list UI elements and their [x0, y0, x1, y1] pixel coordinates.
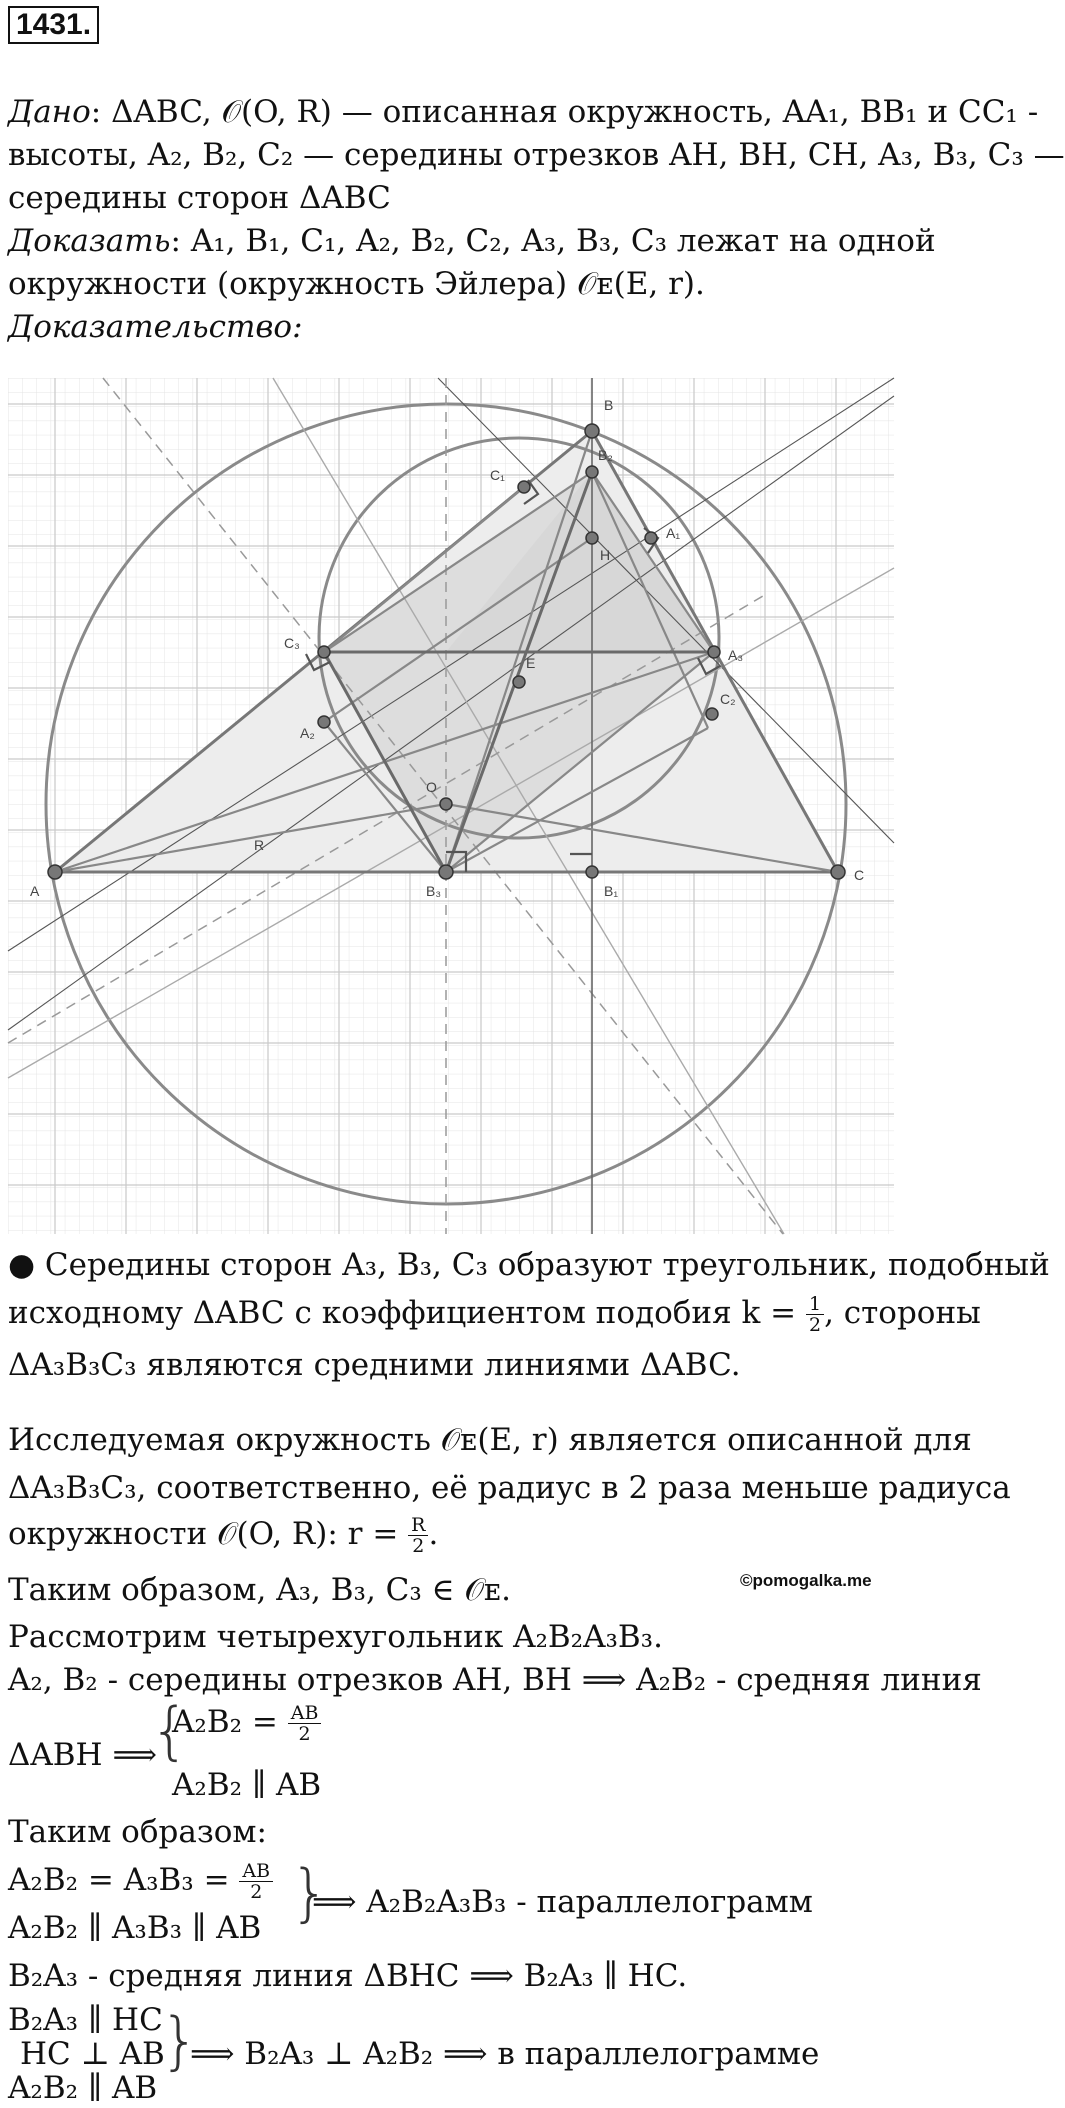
- fraction-ab-2-den: 2: [250, 1881, 263, 1903]
- para1-line-1: Исследуемая окружность 𝒪ᴇ(E, r) является описанной для: [8, 1422, 972, 1458]
- fraction-r-num: R: [408, 1515, 428, 1536]
- label-a3: A₃: [728, 647, 744, 663]
- fraction-r: [408, 1515, 428, 1556]
- bullet-line-3: ΔA₃B₃C₃ являются средними линиями ΔABC.: [8, 1347, 741, 1383]
- midline-line-1: A₂, B₂ - середины отрезков AH, BH ⟹ A₂B₂ - средняя линия: [8, 1662, 982, 1698]
- prove-line-1: [8, 221, 936, 261]
- para1-line-3: [8, 1514, 438, 1556]
- sys2-row-1: [8, 1860, 273, 1902]
- given-line-1: [8, 92, 1038, 132]
- sys1-row-1: [172, 1702, 321, 1744]
- point-c3: [318, 646, 330, 658]
- label-c1: C₁: [490, 467, 505, 483]
- point-c1: [518, 481, 530, 493]
- bullet-text-2b: , стороны: [824, 1295, 981, 1331]
- given-line-3: середины сторон ΔABC: [8, 180, 391, 216]
- label-o: O: [426, 779, 437, 795]
- given-label: Дано: [8, 94, 91, 130]
- para1-text-3b: .: [428, 1516, 439, 1552]
- fraction-ab-1-num: AB: [288, 1703, 322, 1724]
- label-r: R: [254, 837, 265, 853]
- sys2-brace: }: [290, 1856, 330, 1929]
- problem-number: 1431.: [8, 6, 99, 44]
- sys2-result: ⟹ A₂B₂A₃B₃ - параллелограмм: [312, 1884, 813, 1920]
- para1-text-3a: окружности 𝒪(O, R): r =: [8, 1516, 399, 1552]
- sys1-row-2: A₂B₂ ∥ AB: [172, 1767, 322, 1803]
- sys1-row1-text: A₂B₂ =: [172, 1704, 278, 1740]
- point-b2: [586, 466, 598, 478]
- sys3-row-3: A₂B₂ ∥ AB: [8, 2070, 158, 2106]
- point-b3: [439, 865, 453, 879]
- sys3-row-1: B₂A₃ ∥ HC: [8, 2002, 163, 2038]
- point-o: [440, 798, 452, 810]
- consider-line: Рассмотрим четырехугольник A₂B₂A₃B₃.: [8, 1619, 663, 1655]
- point-b1: [586, 866, 598, 878]
- point-a2: [318, 716, 330, 728]
- label-c: C: [854, 867, 865, 883]
- point-e: [513, 676, 525, 688]
- fraction-r-den: 2: [412, 1535, 425, 1557]
- para1-line-2: ΔA₃B₃C₃, соответственно, её радиус в 2 раза меньше радиуса: [8, 1470, 1011, 1506]
- label-b1: B₁: [604, 883, 619, 899]
- given-line-2: высоты, A₂, B₂, C₂ — середины отрезков AH, BH, CH, A₃, B₃, C₃ —: [8, 137, 1065, 173]
- sys2-row1-text: A₂B₂ = A₃B₃ =: [8, 1862, 230, 1898]
- label-b2: B₂: [598, 447, 613, 463]
- sys1-lead: ΔABH ⟹: [8, 1737, 157, 1773]
- fraction-ab-1: [288, 1703, 322, 1744]
- label-a: A: [30, 883, 40, 899]
- thus-line-2: Таким образом:: [8, 1814, 267, 1850]
- point-a3: [708, 646, 720, 658]
- point-a: [48, 865, 62, 879]
- point-a1: [645, 532, 657, 544]
- sys2-row-2: A₂B₂ ∥ A₃B₃ ∥ AB: [8, 1910, 262, 1946]
- bullet-text-2a: исходному ΔABC с коэффициентом подобия k =: [8, 1295, 797, 1331]
- prove-line-2: окружности (окружность Эйлера) 𝒪ᴇ(E, r).: [8, 266, 705, 302]
- midline-line-2: B₂A₃ - средняя линия ΔBHC ⟹ B₂A₃ ∥ HC.: [8, 1958, 688, 1994]
- proof-label: Доказательство:: [8, 309, 303, 345]
- label-a2: A₂: [300, 725, 315, 741]
- fraction-ab-1-den: 2: [298, 1723, 311, 1745]
- euler-circle-figure: [8, 378, 894, 1234]
- label-c3: C₃: [284, 635, 300, 651]
- label-a1: A₁: [666, 525, 681, 541]
- label-e: E: [526, 655, 536, 671]
- label-c2: C₂: [720, 691, 736, 707]
- point-b: [585, 424, 599, 438]
- fraction-ab-2: [239, 1861, 273, 1902]
- bullet-line-1: ● Середины сторон A₃, B₃, C₃ образуют треугольник, подобный: [8, 1247, 1050, 1283]
- fraction-k: [806, 1294, 824, 1335]
- prove-label: Доказать: [8, 223, 171, 259]
- sys3-row-2: HC ⊥ AB: [20, 2036, 165, 2072]
- fraction-ab-2-num: AB: [239, 1861, 273, 1882]
- point-h: [586, 532, 598, 544]
- sys3-result: ⟹ B₂A₃ ⊥ A₂B₂ ⟹ в параллелограмме: [190, 2036, 820, 2072]
- prove-text-1: : A₁, B₁, C₁, A₂, B₂, C₂, A₃, B₃, C₃ лежат на одной: [170, 223, 936, 259]
- point-c2: [706, 708, 718, 720]
- label-h: H: [600, 547, 611, 563]
- fraction-k-num: 1: [806, 1294, 824, 1315]
- fraction-k-den: 2: [808, 1314, 822, 1336]
- label-b3: B₃: [426, 883, 442, 899]
- bullet-line-2: [8, 1293, 981, 1335]
- sys3-brace: }: [160, 2004, 200, 2077]
- watermark: ©pomogalka.me: [740, 1571, 872, 1590]
- thus-line-1: Таким образом, A₃, B₃, C₃ ∈ 𝒪ᴇ.: [8, 1572, 511, 1608]
- label-b: B: [604, 397, 614, 413]
- sys1-brace: {: [150, 1694, 190, 1767]
- point-c: [831, 865, 845, 879]
- given-text-1: : ΔABC, 𝒪(O, R) — описанная окружность, AA₁, BB₁ и CC₁ -: [90, 94, 1039, 130]
